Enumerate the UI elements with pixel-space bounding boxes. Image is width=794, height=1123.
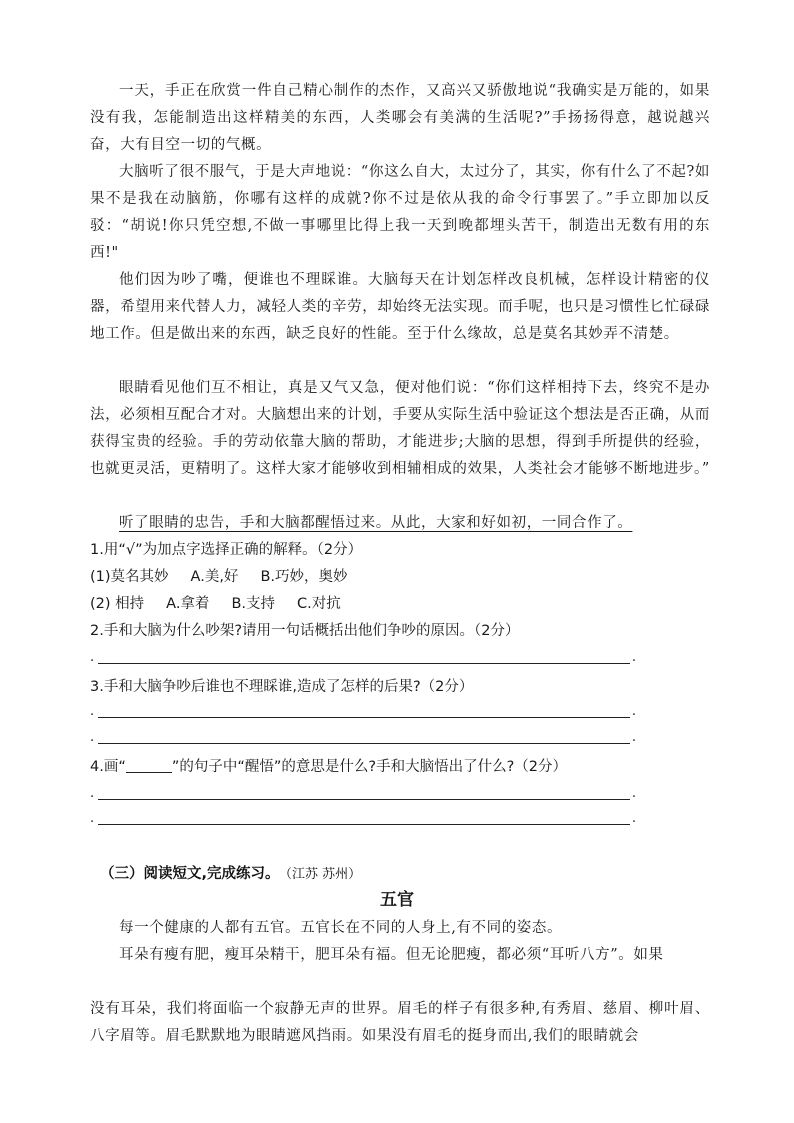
answer-line-q3-1[interactable]: . . bbox=[90, 704, 636, 719]
answer-line-q2[interactable]: . . bbox=[90, 650, 636, 665]
q1b-option-a[interactable]: A.拿着 bbox=[166, 596, 210, 612]
section-3-source: （江苏 苏州） bbox=[285, 867, 362, 882]
passage-paragraph-4: 眼睛看见他们互不相让，真是又气又急，便对他们说：“你们这样相持下去，终究不是办法，必须相互配合才对。大脑想出来的计划，手要从实际生活中验证这个想法是否正确，从而获得宝贵的经验。手的劳动依靠大脑的帮助，才能进步;大脑的思想，得到手所提供的经验，也就更灵活，更精明了。这样大家才能够收到相辅相成的效果，人类社会才能够不断地进步。” bbox=[90, 380, 710, 477]
q1b-option-c[interactable]: C.对抗 bbox=[297, 596, 341, 612]
underlined-sentence: 听了眼睛的忠告，手和大脑都醒悟过来。从此，大家和好如初，一同合作了。 bbox=[119, 515, 633, 531]
q1b-label: (2) 相持 bbox=[90, 596, 145, 612]
question-3: 3.手和大脑争吵后谁也不理睬谁,造成了怎样的后果?（2分） bbox=[90, 679, 474, 695]
underline-blank bbox=[126, 758, 172, 773]
section-3-heading-text: （三）阅读短文,完成练习。 bbox=[100, 866, 280, 882]
q4-prefix: 4.画“ bbox=[90, 759, 126, 775]
section-3-paragraph-1: 每一个健康的人都有五官。五官长在不同的人身上,有不同的姿态。 bbox=[119, 920, 563, 936]
question-2: 2.手和大脑为什么吵架?请用一句话概括出他们争吵的原因。（2分） bbox=[90, 623, 520, 639]
section-3-heading bbox=[100, 862, 361, 883]
passage-paragraph-5-underlined bbox=[90, 510, 710, 537]
q1a-option-a[interactable]: A.美,好 bbox=[190, 569, 239, 585]
q1b-option-b[interactable]: B.支持 bbox=[231, 596, 275, 612]
section-3-paragraph-2: 耳朵有瘦有肥，瘦耳朵精干，肥耳朵有福。但无论肥瘦，都必须“耳听八方”。如果 bbox=[119, 947, 664, 963]
passage-paragraph-1: 一天，手正在欣赏一件自己精心制作的杰作，又高兴又骄傲地说“我确实是万能的，如果没有我，怎能制造出这样精美的东西，人类哪会有美满的生活呢?”手扬扬得意，越说越兴奋，大有目空一切的气概。 bbox=[90, 83, 710, 153]
q1a-label: (1)莫名其妙 bbox=[90, 569, 169, 585]
passage-paragraph-3: 他们因为吵了嘴，便谁也不理睬谁。大脑每天在计划怎样改良机械，怎样设计精密的仪器，希望用来代替人力，减轻人类的辛劳，却始终无法实现。而手呢，也只是习惯性匕忙碌碌地工作。但是做出来的东西，缺乏良好的性能。至于什么缘故，总是莫名其妙弄不清楚。 bbox=[90, 272, 710, 342]
answer-line-q4-2[interactable]: . . bbox=[90, 811, 636, 826]
question-1: 1.用“√”为加点字选择正确的解释。（2分） bbox=[90, 542, 363, 558]
q1a-option-b[interactable]: B.巧妙，奥妙 bbox=[260, 569, 348, 585]
passage-title: 五官 bbox=[380, 890, 414, 910]
question-1-part-1 bbox=[90, 566, 370, 588]
passage-paragraph-2: 大脑听了很不服气，于是大声地说：“你这么自大，太过分了，其实，你有什么了不起?如果不是我在动脑筋，你哪有这样的成就?你不过是依从我的命令行事罢了。”手立即加以反驳：“胡说!你只凭空想,不做一事哪里比得上我一天到晚都埋头苦干，制造出无数有用的东西!" bbox=[90, 164, 710, 261]
section-3-paragraph-3: 没有耳朵，我们将面临一个寂静无声的世界。眉毛的样子有很多种,有秀眉、慈眉、柳叶眉、八字眉等。眉毛默默地为眼睛遮风挡雨。如果没有眉毛的挺身而出,我们的眼睛就会 bbox=[90, 1001, 710, 1044]
answer-line-q3-2[interactable]: . . bbox=[90, 730, 636, 745]
question-4 bbox=[90, 756, 567, 778]
answer-line-q4-1[interactable]: . . bbox=[90, 786, 636, 801]
question-1-part-2 bbox=[90, 593, 363, 615]
q4-suffix: ”的句子中“醒悟”的意思是什么?手和大脑悟出了什么?（2分） bbox=[171, 759, 568, 775]
